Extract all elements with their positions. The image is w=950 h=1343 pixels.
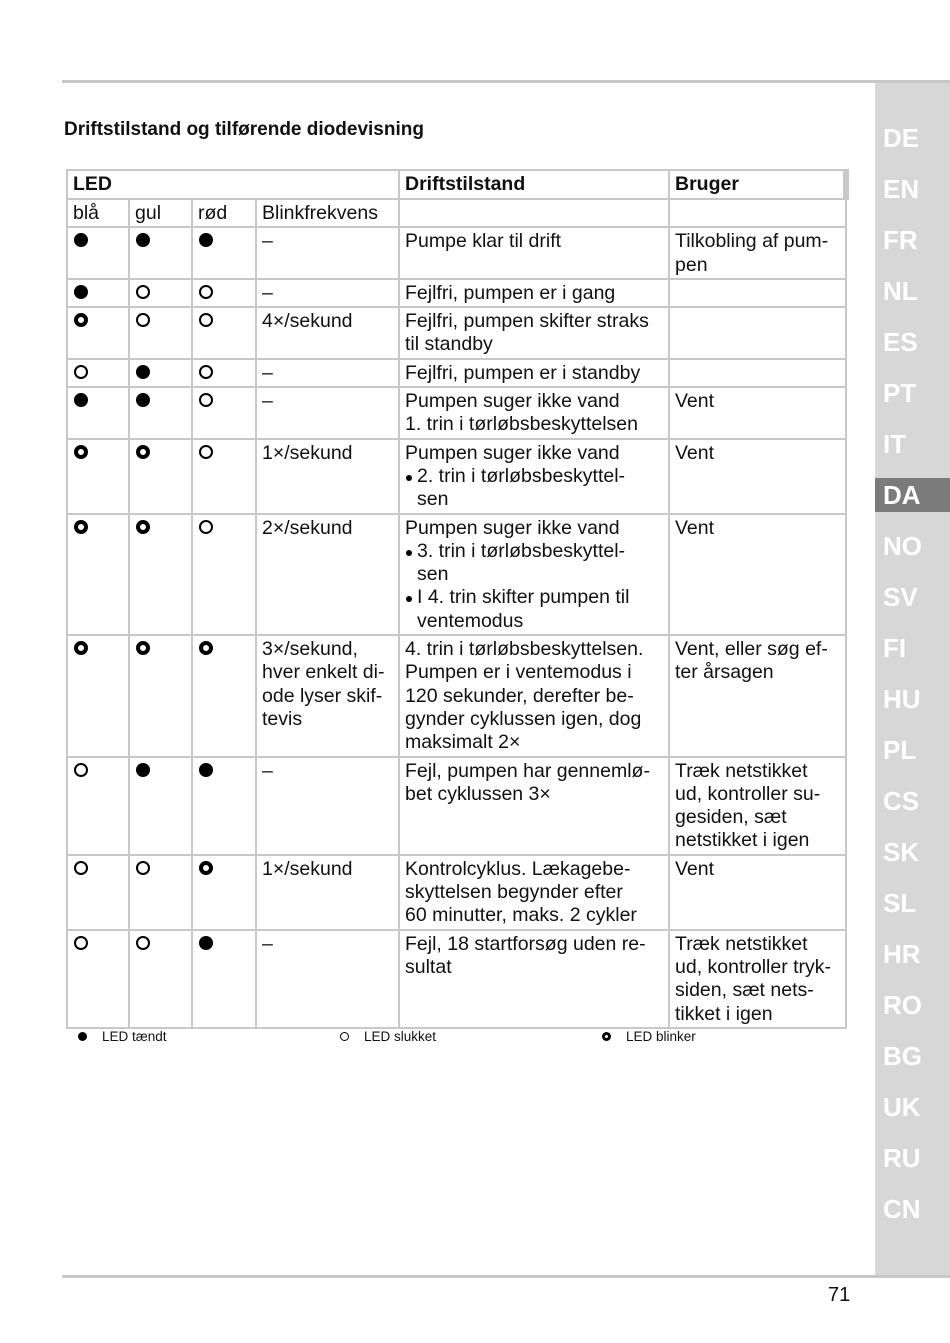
cell-state xyxy=(399,359,669,387)
table-row xyxy=(67,359,846,387)
language-tab-sv[interactable]: SV xyxy=(883,582,918,612)
subheader-frequency: Blinkfrekvens xyxy=(256,199,399,227)
led-off-icon xyxy=(199,393,213,407)
state-bullet-item: 3. trin i tørløbsbeskyttel- sen xyxy=(405,540,663,587)
cell-frequency xyxy=(256,930,399,1028)
state-text: Kontrolcyklus. Lækagebe- skyttelsen begynder efter 60 minutter, maks. 2 cykler xyxy=(405,857,637,927)
led-blink-icon xyxy=(74,641,88,655)
language-tab-nl[interactable]: NL xyxy=(883,276,918,306)
cell-red xyxy=(192,757,256,855)
cell-red xyxy=(192,514,256,635)
language-sidebar xyxy=(875,83,950,1275)
cell-user xyxy=(669,279,846,307)
cell-user xyxy=(669,307,846,359)
led-on-icon xyxy=(136,233,150,247)
cell-red xyxy=(192,307,256,359)
section-title: Driftstilstand og tilførende diodevisning xyxy=(64,119,424,140)
language-tab-uk[interactable]: UK xyxy=(883,1092,921,1122)
language-tab-bg[interactable]: BG xyxy=(883,1041,922,1071)
language-tab-hr[interactable]: HR xyxy=(883,939,921,969)
cell-frequency xyxy=(256,279,399,307)
cell-state xyxy=(399,279,669,307)
table-row xyxy=(67,439,846,514)
cell-user xyxy=(669,635,846,756)
cell-red xyxy=(192,227,256,279)
frequency-text: – xyxy=(262,390,273,413)
cell-red xyxy=(192,359,256,387)
led-blink-icon xyxy=(602,1032,611,1041)
cell-red xyxy=(192,635,256,756)
top-rule xyxy=(62,80,950,83)
table-row xyxy=(67,930,846,1028)
table-row xyxy=(67,855,846,930)
user-action-text: Vent xyxy=(675,857,715,880)
led-on-icon xyxy=(199,233,213,247)
cell-blue xyxy=(67,387,129,439)
cell-yellow xyxy=(129,930,192,1028)
frequency-text: – xyxy=(262,932,273,955)
cell-user xyxy=(669,359,846,387)
led-on-icon xyxy=(74,285,88,299)
led-off-icon xyxy=(199,285,213,299)
cell-state xyxy=(399,387,669,439)
table-row xyxy=(67,514,846,635)
subheader-empty xyxy=(399,199,669,227)
cell-yellow xyxy=(129,279,192,307)
cell-frequency xyxy=(256,855,399,930)
frequency-text: – xyxy=(262,281,273,304)
cell-red xyxy=(192,439,256,514)
led-blink-icon xyxy=(136,445,150,459)
cell-yellow xyxy=(129,514,192,635)
cell-blue xyxy=(67,930,129,1028)
led-on-icon xyxy=(199,936,213,950)
led-off-icon xyxy=(74,763,88,777)
table-row xyxy=(67,387,846,439)
led-off-icon xyxy=(199,520,213,534)
cell-state xyxy=(399,514,669,635)
language-tab-cs[interactable]: CS xyxy=(883,786,920,816)
cell-frequency xyxy=(256,307,399,359)
language-tab-ru[interactable]: RU xyxy=(883,1143,921,1173)
header-led: LED xyxy=(67,170,399,199)
header-user: Bruger xyxy=(669,170,846,199)
state-text: Fejlfri, pumpen er i gang xyxy=(405,281,616,304)
led-blink-icon xyxy=(74,445,88,459)
subheader-blue: blå xyxy=(67,199,129,227)
led-off-icon xyxy=(136,313,150,327)
cell-user xyxy=(669,227,846,279)
led-off-icon xyxy=(199,365,213,379)
led-on-icon xyxy=(136,763,150,777)
user-action-text: Vent xyxy=(675,441,715,464)
led-off-icon xyxy=(74,861,88,875)
frequency-text: 4×/sekund xyxy=(262,310,353,333)
cell-state xyxy=(399,635,669,756)
table-header-row xyxy=(67,170,846,199)
cell-user xyxy=(669,387,846,439)
table-row xyxy=(67,279,846,307)
cell-state xyxy=(399,757,669,855)
frequency-text: – xyxy=(262,230,273,253)
legend-item-blink xyxy=(602,1029,696,1044)
cell-blue xyxy=(67,855,129,930)
cell-user xyxy=(669,855,846,930)
state-text: 4. trin i tørløbsbeskyttelsen. Pumpen er i ventemodus i 120 sekunder, derefter be- gynder cyklussen igen, dog maksimalt 2× xyxy=(405,638,644,754)
state-text: Fejl, pumpen har gennemlø- bet cyklussen 3× xyxy=(405,759,650,805)
cell-yellow xyxy=(129,359,192,387)
state-text: Fejl, 18 startforsøg uden re- sultat xyxy=(405,932,646,978)
led-on-icon xyxy=(74,393,88,407)
state-text: Fejlfri, pumpen skifter straks til standby xyxy=(405,310,649,356)
language-tab-no[interactable]: NO xyxy=(883,531,922,561)
cell-red xyxy=(192,387,256,439)
cell-blue xyxy=(67,439,129,514)
page-number: 71 xyxy=(828,1284,851,1306)
table-row xyxy=(67,757,846,855)
cell-frequency xyxy=(256,359,399,387)
led-off-icon xyxy=(199,313,213,327)
language-tab-fi[interactable]: FI xyxy=(883,633,907,663)
cell-user xyxy=(669,514,846,635)
frequency-text: – xyxy=(262,361,273,384)
cell-user xyxy=(669,757,846,855)
cell-frequency xyxy=(256,635,399,756)
cell-frequency xyxy=(256,439,399,514)
cell-blue xyxy=(67,307,129,359)
cell-blue xyxy=(67,227,129,279)
cell-state xyxy=(399,930,669,1028)
led-status-table xyxy=(66,169,849,1029)
led-blink-icon xyxy=(136,520,150,534)
legend-label-off: LED slukket xyxy=(364,1029,437,1044)
led-blink-icon xyxy=(199,641,213,655)
header-state: Driftstilstand xyxy=(399,170,669,199)
cell-state xyxy=(399,227,669,279)
state-text: Fejlfri, pumpen er i standby xyxy=(405,361,641,384)
cell-blue xyxy=(67,757,129,855)
cell-state xyxy=(399,439,669,514)
language-tab-de[interactable]: DE xyxy=(883,123,920,153)
subheader-empty xyxy=(669,199,846,227)
led-on-icon xyxy=(78,1032,87,1041)
legend-item-off xyxy=(340,1029,436,1044)
cell-state xyxy=(399,307,669,359)
subheader-red: rød xyxy=(192,199,256,227)
state-bullet-item: 2. trin i tørløbsbeskyttel- sen xyxy=(405,465,663,512)
language-tab-sk[interactable]: SK xyxy=(883,837,920,867)
led-on-icon xyxy=(136,365,150,379)
language-tab-hu[interactable]: HU xyxy=(883,684,921,714)
legend-label-on: LED tændt xyxy=(102,1029,167,1044)
user-action-text: Træk netstikket ud, kontroller su- gesiden, sæt netstikket i igen xyxy=(675,759,821,852)
cell-yellow xyxy=(129,439,192,514)
frequency-text: – xyxy=(262,759,273,782)
user-action-text: Tilkobling af pum- pen xyxy=(675,230,829,276)
language-tab-pt[interactable]: PT xyxy=(883,378,917,408)
cell-red xyxy=(192,279,256,307)
led-blink-icon xyxy=(74,520,88,534)
frequency-text: 3×/sekund, hver enkelt di- ode lyser skif- tevis xyxy=(262,638,385,730)
cell-user xyxy=(669,439,846,514)
led-on-icon xyxy=(136,393,150,407)
state-text: Pumpe klar til drift xyxy=(405,230,562,253)
legend-item-on xyxy=(78,1029,167,1044)
led-on-icon xyxy=(74,233,88,247)
table-row xyxy=(67,307,846,359)
led-off-icon xyxy=(340,1032,349,1041)
cell-blue xyxy=(67,359,129,387)
user-action-text: Vent xyxy=(675,516,715,539)
led-off-icon xyxy=(74,365,88,379)
led-off-icon xyxy=(74,936,88,950)
language-tab-ro[interactable]: RO xyxy=(883,990,922,1020)
cell-blue xyxy=(67,514,129,635)
user-action-text: Vent, eller søg ef- ter årsagen xyxy=(675,638,828,684)
language-tab-en[interactable]: EN xyxy=(883,174,920,204)
led-blink-icon xyxy=(74,313,88,327)
table-row xyxy=(67,227,846,279)
cell-frequency xyxy=(256,387,399,439)
state-text: Pumpen suger ikke vand 1. trin i tørløbsbeskyttelsen xyxy=(405,390,638,436)
cell-frequency xyxy=(256,514,399,635)
language-tab-cn[interactable]: CN xyxy=(883,1194,921,1224)
language-tab-da[interactable]: DA xyxy=(875,478,950,512)
cell-red xyxy=(192,930,256,1028)
cell-yellow xyxy=(129,855,192,930)
cell-frequency xyxy=(256,227,399,279)
state-bullet-item: I 4. trin skifter pumpen til ventemodus xyxy=(405,586,663,633)
cell-yellow xyxy=(129,227,192,279)
led-off-icon xyxy=(199,445,213,459)
bottom-rule xyxy=(62,1275,950,1278)
cell-frequency xyxy=(256,757,399,855)
language-tab-fr[interactable]: FR xyxy=(883,225,918,255)
cell-yellow xyxy=(129,307,192,359)
led-blink-icon xyxy=(136,641,150,655)
cell-state xyxy=(399,855,669,930)
cell-user xyxy=(669,930,846,1028)
cell-yellow xyxy=(129,635,192,756)
frequency-text: 2×/sekund xyxy=(262,516,353,539)
led-off-icon xyxy=(136,861,150,875)
table-row xyxy=(67,635,846,756)
cell-blue xyxy=(67,635,129,756)
frequency-text: 1×/sekund xyxy=(262,441,353,464)
table-subheader-row xyxy=(67,199,846,227)
legend-label-blink: LED blinker xyxy=(626,1029,696,1044)
cell-blue xyxy=(67,279,129,307)
led-on-icon xyxy=(199,763,213,777)
cell-yellow xyxy=(129,757,192,855)
state-text: Pumpen suger ikke vand xyxy=(405,516,620,539)
cell-red xyxy=(192,855,256,930)
language-tab-pl[interactable]: PL xyxy=(883,735,917,765)
subheader-yellow: gul xyxy=(129,199,192,227)
user-action-text: Træk netstikket ud, kontroller tryk- siden, sæt nets- tikket i igen xyxy=(675,932,832,1025)
cell-yellow xyxy=(129,387,192,439)
led-off-icon xyxy=(136,285,150,299)
language-tab-it[interactable]: IT xyxy=(883,429,907,459)
user-action-text: Vent xyxy=(675,390,715,413)
language-tab-es[interactable]: ES xyxy=(883,327,918,357)
led-off-icon xyxy=(136,936,150,950)
state-text: Pumpen suger ikke vand xyxy=(405,441,620,464)
led-blink-icon xyxy=(199,861,213,875)
frequency-text: 1×/sekund xyxy=(262,857,353,880)
language-tab-sl[interactable]: SL xyxy=(883,888,917,918)
